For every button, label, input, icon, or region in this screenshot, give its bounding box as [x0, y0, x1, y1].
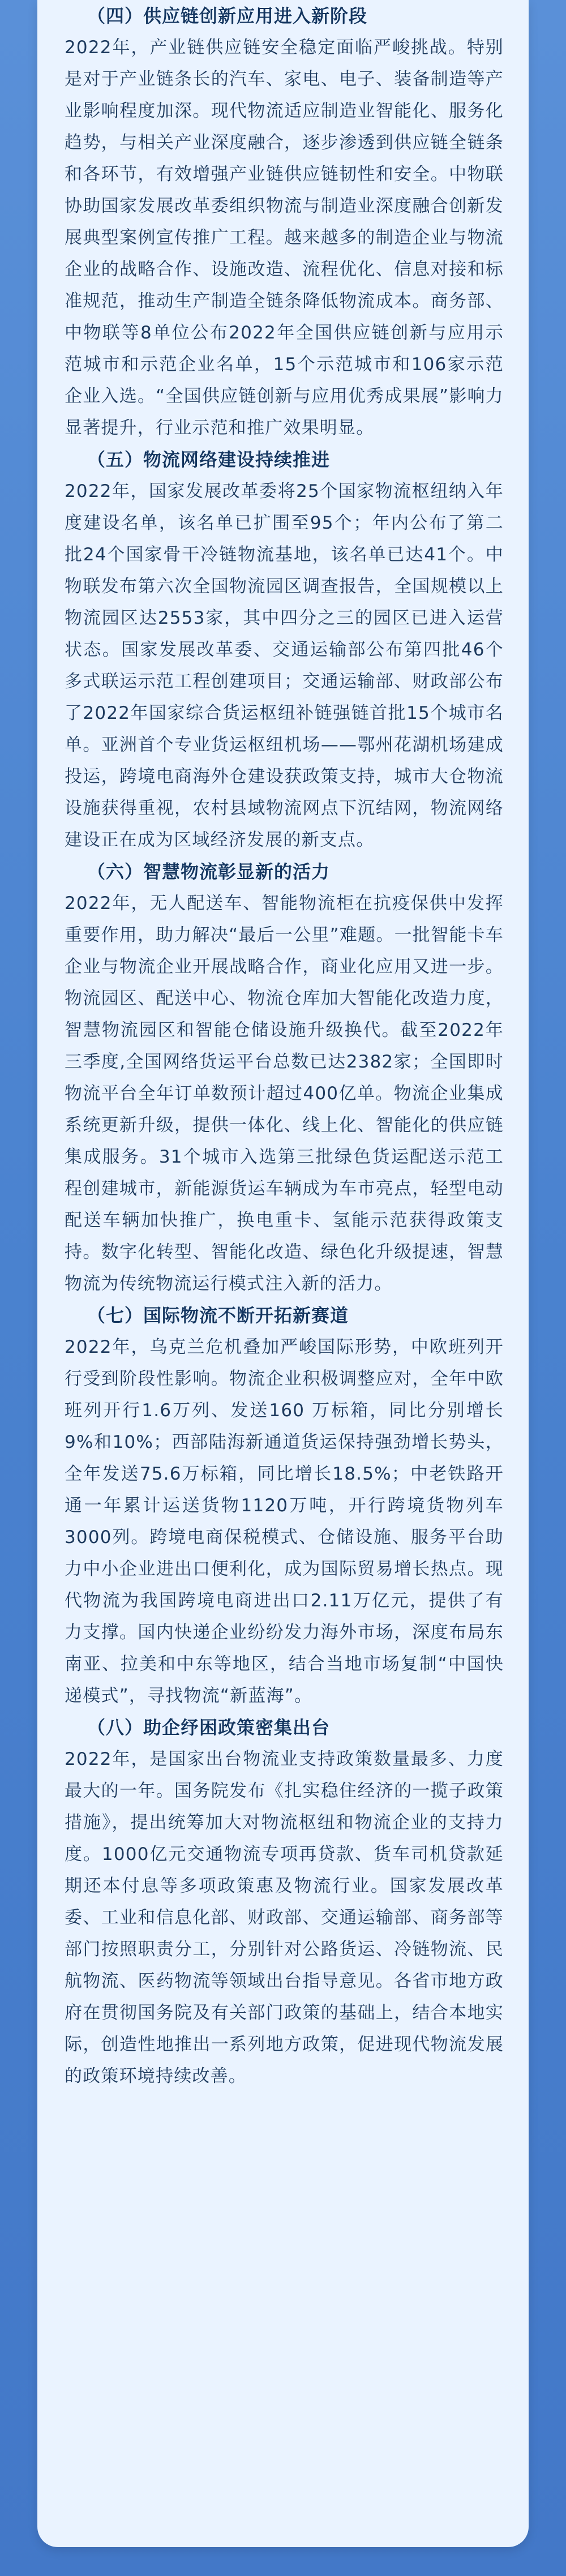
section-heading: （五）物流网络建设持续推进 — [87, 449, 331, 470]
section-paragraph: 2022年，无人配送车、智能物流柜在抗疫保供中发挥重要作用，助力解决“最后一公里”难题。一批智能卡车企业与物流企业开展战略合作，商业化应用又进一步。物流园区、配送中心、物流仓库加大智能化改造力度，智慧物流园区和智能仓储设施升级换代。截至2022年三季度,全国网络货运平台总数已达2382家；全国即时物流平台全年订单数预计超过400亿单。物流企业集成系统更新升级，提供一体化、线上化、智能化的供应链集成服务。31个城市入选第三批绿色货运配送示范工程创建城市，新能源货运车辆成为车市亮点，轻型电动配送车辆加快推广，换电重卡、氢能示范获得政策支持。数字化转型、智能化改造、绿色化升级提速，智慧物流为传统物流运行模式注入新的活力。 — [65, 893, 504, 1294]
section-smart-logistics — [65, 856, 504, 1300]
section-international-logistics — [65, 1300, 504, 1712]
article-card — [37, 0, 529, 2547]
section-paragraph: 2022年，产业链供应链安全稳定面临严峻挑战。特别是对于产业链条长的汽车、家电、电子、装备制造等产业影响程度加深。现代物流适应制造业智能化、服务化趋势，与相关产业深度融合，逐步渗透到供应链全链条和各环节，有效增强产业链供应链韧性和安全。中物联协助国家发展改革委组织物流与制造业深度融合创新发展典型案例宣传推广工程。越来越多的制造企业与物流企业的战略合作、设施改造、流程优化、信息对接和标准规范，推动生产制造全链条降低物流成本。商务部、中物联等8单位公布2022年全国供应链创新与应用示范城市和示范企业名单，15个示范城市和106家示范企业入选。“全国供应链创新与应用优秀成果展”影响力显著提升，行业示范和推广效果明显。 — [65, 37, 504, 438]
section-paragraph: 2022年，乌克兰危机叠加严峻国际形势，中欧班列开行受到阶段性影响。物流企业积极调整应对，全年中欧班列开行1.6万列、发送160 万标箱，同比分别增长9%和10%；西部陆海新通道货运保持强劲增长势头，全年发送75.6万标箱，同比增长18.5%；中老铁路开通一年累计运送货物1120万吨，开行跨境货物列车3000列。跨境电商保税模式、仓储设施、服务平台助力中小企业进出口便利化，成为国际贸易增长热点。现代物流为我国跨境电商进出口2.11万亿元，提供了有力支撑。国内快递企业纷纷发力海外市场，深度布局东南亚、拉美和中东等地区，结合当地市场复制“中国快递模式”，寻找物流“新蓝海”。 — [65, 1337, 504, 1706]
section-heading: （七）国际物流不断开拓新赛道 — [87, 1305, 349, 1326]
section-heading: （四）供应链创新应用进入新阶段 — [87, 5, 368, 27]
section-heading: （六）智慧物流彰显新的活力 — [87, 861, 331, 882]
section-paragraph: 2022年，国家发展改革委将25个国家物流枢纽纳入年度建设名单，该名单已扩围至95个；年内公布了第二批24个国家骨干冷链物流基地，该名单已达41个。中物联发布第六次全国物流园区调查报告，全国规模以上物流园区达2553家，其中四分之三的园区已进入运营状态。国家发展改革委、交通运输部公布第四批46个多式联运示范工程创建项目；交通运输部、财政部公布了2022年国家综合货运枢纽补链强链首批15个城市名单。亚洲首个专业货运枢纽机场——鄂州花湖机场建成投运，跨境电商海外仓建设获政策支持，城市大仓物流设施获得重视，农村县域物流网点下沉结网，物流网络建设正在成为区域经济发展的新支点。 — [65, 481, 504, 850]
section-paragraph: 2022年，是国家出台物流业支持政策数量最多、力度最大的一年。国务院发布《扎实稳住经济的一揽子政策措施》，提出统筹加大对物流枢纽和物流企业的支持力度。1000亿元交通物流专项再贷款、货车司机贷款延期还本付息等多项政策惠及物流行业。国家发展改革委、工业和信息化部、财政部、交通运输部、商务部等部门按照职责分工，分别针对公路货运、冷链物流、民航物流、医药物流等领域出台指导意见。各省市地方政府在贯彻国务院及有关部门政策的基础上，结合本地实际，创造性地推出一系列地方政策，促进现代物流发展的政策环境持续改善。 — [65, 1749, 504, 2086]
section-heading: （八）助企纾困政策密集出台 — [87, 1717, 331, 1738]
section-supply-chain — [65, 0, 504, 444]
section-logistics-network — [65, 444, 504, 856]
section-policy-support — [65, 1712, 504, 2092]
